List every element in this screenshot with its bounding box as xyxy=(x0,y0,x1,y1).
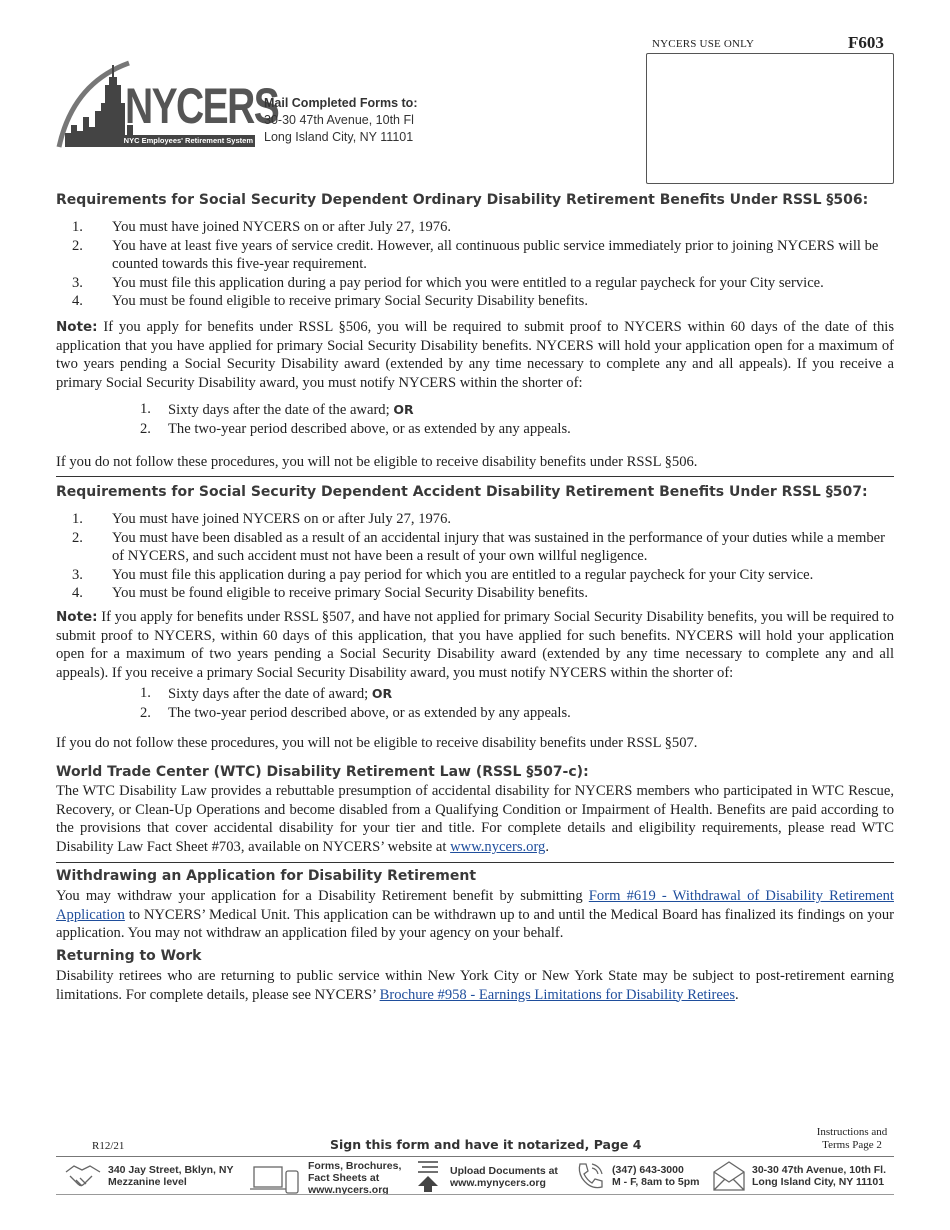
logo-subtitle: NYC Employees' Retirement System xyxy=(109,135,255,147)
footer-divider xyxy=(56,1156,894,1157)
section-507-sublist xyxy=(140,684,840,723)
mail-icon xyxy=(712,1160,746,1192)
form-code: F603 xyxy=(848,33,884,52)
list-item: 1. Sixty days after the date of the award; OR xyxy=(140,401,414,418)
nycers-website-link[interactable]: www.nycers.org xyxy=(450,838,546,855)
footer-mail: 30-30 47th Avenue, 10th Fl. Long Island City, NY 11101 xyxy=(712,1160,886,1192)
footer-walk-in: 340 Jay Street, Bklyn, NY Mezzanine level xyxy=(64,1160,233,1192)
section-506-list xyxy=(72,218,894,311)
footer-phone: (347) 643-3000 M - F, 8am to 5pm xyxy=(574,1160,700,1192)
footer-upload: Upload Documents at www.mynycers.org xyxy=(412,1160,558,1194)
or-label: OR xyxy=(371,686,393,701)
withdraw-text: You may withdraw your application for a Disability Retirement benefit by submitting Form #619 - Withdrawal of Disability Retirement Application to NYCERS’ Medical Unit. This application can be withdrawn up to and until the Medical Board has finalized its findings on your application. You may not withdraw an application filed by your agency on your behalf. xyxy=(56,888,894,942)
list-item: 1. You must have joined NYCERS on or after July 27, 1976. xyxy=(72,511,452,527)
section-506-note xyxy=(56,318,894,392)
section-506-heading: Requirements for Social Security Dependent Ordinary Disability Retirement Benefits Under RSSL §506: xyxy=(56,192,869,208)
section-506-closing: If you do not follow these procedures, you will not be eligible to receive disability benefits under RSSL §506. xyxy=(56,454,698,470)
list-item: 2. You have at least five years of service credit. However, all continuous public service immediately prior to joining NYCERS will be counted towards this five-year requirement. xyxy=(72,237,879,272)
note-text: If you apply for benefits under RSSL §506, you will be required to submit proof to NYCERS within 60 days of the date of this application that you have applied for primary Social Security Disability benefits. NYCERS will hold your application open for a maximum of two years pending a Social Security Disability award (extended by any time necessary to complete any and all appeals). If you receive a primary Social Security Disability award, you must notify NYCERS within the shorter of: xyxy=(56,319,894,391)
mail-heading: Mail Completed Forms to: xyxy=(264,96,418,110)
use-only-label: NYCERS USE ONLY xyxy=(652,38,755,50)
list-item: 4. You must be found eligible to receive primary Social Security Disability benefits. xyxy=(72,293,588,309)
mail-line-2: Long Island City, NY 11101 xyxy=(264,130,414,144)
list-item: 1. Sixty days after the date of award; OR xyxy=(140,685,393,702)
list-item: 4. You must be found eligible to receive primary Social Security Disability benefits. xyxy=(72,585,588,601)
upload-website-link[interactable]: www.mynycers.org xyxy=(450,1177,546,1189)
footer-bottom-divider xyxy=(56,1194,894,1195)
or-label: OR xyxy=(393,402,414,417)
handshake-icon xyxy=(64,1160,102,1192)
revision-code: R12/21 xyxy=(92,1140,125,1152)
terms-page-note: Instructions and Terms Page 2 xyxy=(816,1126,888,1151)
mail-line-1: 30-30 47th Avenue, 10th Fl xyxy=(264,113,414,127)
section-506-sublist xyxy=(140,400,840,439)
upload-icon xyxy=(412,1160,444,1194)
section-507-closing: If you do not follow these procedures, you will not be eligible to receive disability benefits under RSSL §507. xyxy=(56,735,698,751)
divider xyxy=(56,476,894,477)
section-507-note xyxy=(56,608,894,682)
withdraw-heading: Withdrawing an Application for Disability Retirement xyxy=(56,868,477,884)
use-only-box xyxy=(646,53,894,184)
wtc-heading: World Trade Center (WTC) Disability Retirement Law (RSSL §507-c): xyxy=(56,764,589,780)
footer-forms: Forms, Brochures, Fact Sheets at www.nycers.org xyxy=(250,1160,401,1196)
phone-icon xyxy=(574,1160,606,1192)
logo-wordmark: NYCERS xyxy=(125,78,279,134)
wtc-text: The WTC Disability Law provides a rebuttable presumption of accidental disability for NYCERS members who participated in WTC Rescue, Recovery, or Clean-Up Operations and become disabled from a Qualifying Condition or Impairment of Health. Benefits are paid according to the provisions that cover accidental disability for your tier and title. For complete details and eligibility requirements, please read WTC Disability Law Fact Sheet #703, available on NYCERS’ website at www.nycers.org. xyxy=(56,783,894,855)
sign-note: Sign this form and have it notarized, Page 4 xyxy=(330,1137,642,1152)
returning-heading: Returning to Work xyxy=(56,948,202,964)
list-item: 3. You must file this application during a pay period for which you were entitled to a regular paycheck for your City service. xyxy=(72,274,824,291)
returning-text: Disability retirees who are returning to public service within New York City or New York State may be subject to post-retirement earning limitations. For complete details, please see NYCERS’ Brochure #958 - Earnings Limitations for Disability Retirees. xyxy=(56,968,894,1003)
list-item: 1. You must have joined NYCERS on or after July 27, 1976. xyxy=(72,219,452,235)
note-label: Note: xyxy=(56,609,98,625)
section-507-list xyxy=(72,510,894,603)
list-item: 2. You must have been disabled as a result of an accidental injury that was sustained in the performance of your duties while a member of NYCERS, and such accident must not have been a result of your own willful negligence. xyxy=(72,529,885,564)
form-619-link[interactable]: Form #619 - Withdrawal of Disability Retirement Application xyxy=(56,888,894,923)
forms-website-link[interactable]: www.nycers.org xyxy=(308,1184,389,1196)
divider xyxy=(56,862,894,863)
brochure-958-link[interactable]: Brochure #958 - Earnings Limitations for Disability Retirees xyxy=(379,986,736,1003)
note-text: If you apply for benefits under RSSL §507, and have not applied for primary Social Security Disability benefits, you will be required to submit proof to NYCERS, within 60 days of this application, that you have applied for such benefits. NYCERS will hold your application open for a maximum of two years pending a Social Security Disability award (extended by any time necessary to complete any and all appeals). If you receive a primary Social Security Disability award, you must notify NYCERS within the shorter of: xyxy=(56,609,894,681)
note-label: Note: xyxy=(56,319,98,335)
devices-icon xyxy=(250,1161,302,1195)
nycers-logo xyxy=(55,55,279,155)
list-item: 2. The two-year period described above, or as extended by any appeals. xyxy=(140,705,571,721)
section-507-heading: Requirements for Social Security Dependent Accident Disability Retirement Benefits Under RSSL §507: xyxy=(56,484,868,500)
list-item: 3. You must file this application during a pay period for which you are entitled to a regular paycheck for your City service. xyxy=(72,566,814,583)
mail-address-block xyxy=(264,95,417,146)
list-item: 2. The two-year period described above, or as extended by any appeals. xyxy=(140,421,571,437)
